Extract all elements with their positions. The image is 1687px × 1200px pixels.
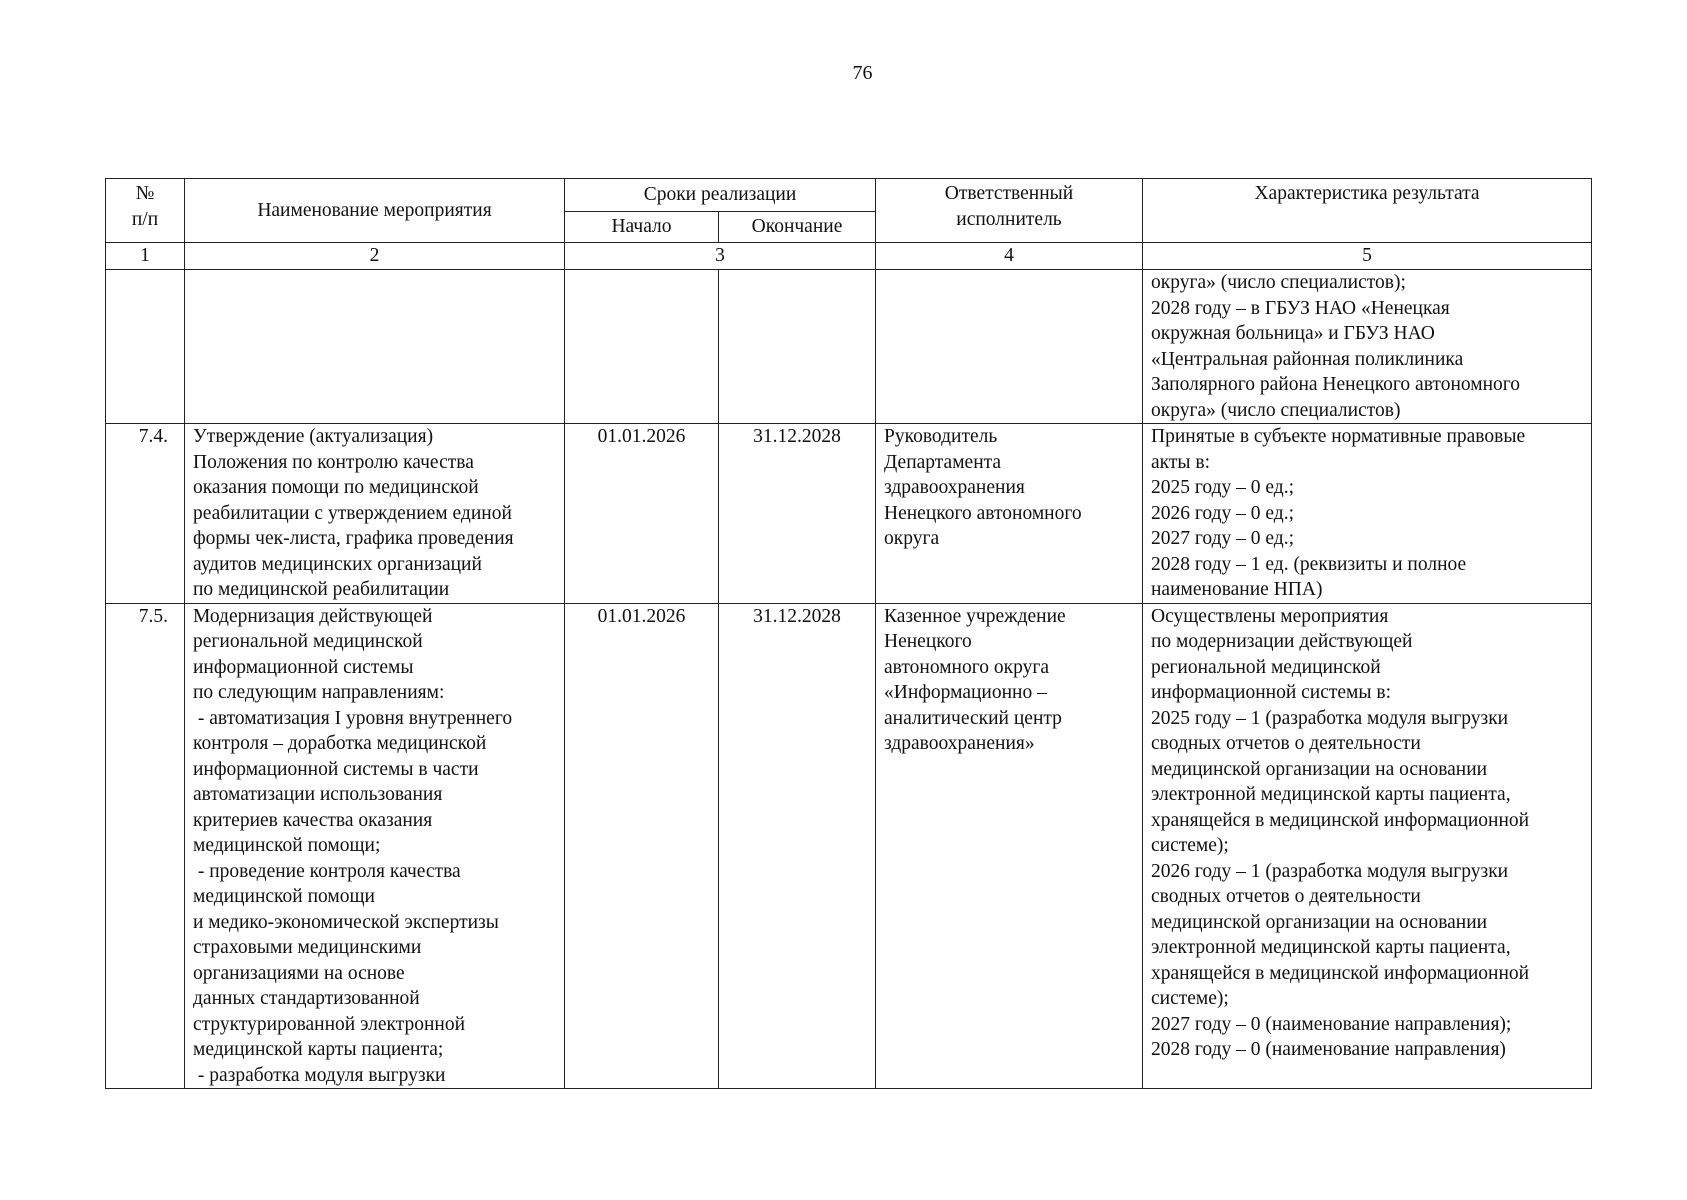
text-line: автоматизации использования [193, 784, 443, 805]
text-line: «Информационно – [884, 682, 1047, 703]
text-line: окружная больница» и ГБУЗ НАО [1151, 323, 1435, 344]
text-line: округа» (число специалистов); [1151, 272, 1406, 293]
text-line: округа [884, 528, 940, 549]
start-date [565, 270, 719, 424]
text-line: информационной системы в: [1151, 682, 1391, 703]
column-number: 3 [565, 243, 876, 270]
text-line: 2026 году – 1 (разработка модуля выгрузки [1151, 860, 1509, 882]
text-line: критериев качества оказания [193, 809, 433, 831]
text-line: аудитов медицинских организаций [193, 553, 482, 575]
text-line: 2028 году – в ГБУЗ НАО «Ненецкая [1151, 297, 1450, 319]
text-line: автономного округа [884, 656, 1049, 678]
text-line: 2028 году – 1 ед. (реквизиты и полное [1151, 553, 1467, 575]
start-date: 01.01.2026 [565, 424, 719, 604]
result-description [1143, 270, 1592, 424]
header-row-1 [106, 179, 1592, 212]
text-line: - автоматизация I уровня внутреннего [193, 707, 513, 729]
header-result: Характеристика результата [1143, 179, 1592, 243]
text-line: хранящейся в медицинской информационной [1151, 962, 1530, 984]
text-line: медицинской организации на основании [1151, 758, 1488, 780]
text-line: - разработка модуля выгрузки [193, 1064, 446, 1086]
text-line: «Центральная районная поликлиника [1151, 348, 1464, 370]
table-row [106, 603, 1592, 1089]
column-number: 2 [185, 243, 565, 270]
text-line: сводных отчетов о деятельности [1151, 886, 1421, 907]
end-date: 31.12.2028 [719, 424, 876, 604]
text-line: хранящейся в медицинской информационной [1151, 809, 1530, 831]
text-line: информационной системы в части [193, 758, 479, 780]
end-date: 31.12.2028 [719, 603, 876, 1089]
text-line: округа» (число специалистов) [1151, 399, 1401, 421]
header-responsible: Ответственный исполнитель [876, 179, 1143, 243]
header-end: Окончание [719, 212, 876, 243]
column-number: 1 [106, 243, 185, 270]
text-line: реабилитации с утверждением единой [193, 502, 512, 524]
text-line: структурированной электронной [193, 1013, 466, 1035]
page-number: 76 [852, 62, 873, 84]
text-line: акты в: [1151, 451, 1210, 473]
table-row [106, 424, 1592, 604]
text-line: формы чек-листа, графика проведения [193, 528, 514, 549]
text-line: электронной медицинской карты пациента, [1151, 784, 1511, 805]
activity-name [185, 603, 565, 1089]
header-period: Сроки реализации [565, 179, 876, 212]
text-line: региональной медицинской [193, 631, 423, 652]
text-line: страховыми медицинскими [193, 937, 422, 958]
text-line: медицинской помощи; [193, 835, 381, 856]
text-line: - проведение контроля качества [193, 860, 461, 882]
text-line: Модернизация действующей [193, 605, 433, 627]
text-line: Утверждение (актуализация) [193, 426, 434, 447]
column-numbers-row [106, 243, 1592, 270]
text-line: медицинской помощи [193, 886, 375, 907]
header-start: Начало [565, 212, 719, 243]
text-line: электронной медицинской карты пациента, [1151, 937, 1511, 958]
text-line: медицинской карты пациента; [193, 1039, 444, 1060]
row-number [106, 270, 185, 424]
column-number: 5 [1143, 243, 1592, 270]
text-line: Принятые в субъекте нормативные правовые [1151, 426, 1526, 447]
header-activity-name: Наименование мероприятия [185, 179, 565, 243]
text-line: по медицинской реабилитации [193, 579, 450, 600]
end-date [719, 270, 876, 424]
text-line: Заполярного района Ненецкого автономного [1151, 374, 1521, 395]
text-line: Осуществлены мероприятия [1151, 605, 1389, 627]
header-num: № п/п [106, 179, 185, 243]
text-line: здравоохранения [884, 477, 1025, 498]
table-row [106, 270, 1592, 424]
activity-name [185, 424, 565, 604]
text-line: системе); [1151, 835, 1229, 856]
text-line: оказания помощи по медицинской [193, 477, 479, 498]
text-line: Ненецкого автономного [884, 502, 1082, 524]
text-line: информационной системы [193, 656, 414, 678]
text-line: 2025 году – 0 ед.; [1151, 477, 1294, 498]
text-line: контроля – доработка медицинской [193, 733, 487, 754]
text-line: Руководитель [884, 426, 998, 447]
text-line: Ненецкого [884, 631, 972, 652]
start-date: 01.01.2026 [565, 603, 719, 1089]
text-line: и медико-экономической экспертизы [193, 911, 499, 933]
text-line: 2027 году – 0 ед.; [1151, 528, 1294, 549]
text-line: Департамента [884, 451, 1002, 473]
text-line: 2028 году – 0 (наименование направления) [1151, 1039, 1506, 1060]
text-line: 2027 году – 0 (наименование направления); [1151, 1013, 1512, 1035]
text-line: по следующим направлениям: [193, 682, 445, 703]
text-line: здравоохранения» [884, 733, 1035, 754]
activities-table [105, 178, 1592, 1089]
text-line: 2026 году – 0 ед.; [1151, 502, 1294, 524]
text-line: сводных отчетов о деятельности [1151, 733, 1421, 754]
text-line: медицинской организации на основании [1151, 911, 1488, 933]
text-line: Казенное учреждение [884, 605, 1066, 627]
text-line: организациями на основе [193, 962, 405, 984]
text-line: аналитический центр [884, 707, 1062, 729]
column-number: 4 [876, 243, 1143, 270]
responsible-executor [876, 603, 1143, 1089]
activity-name [185, 270, 565, 424]
text-line: Положения по контролю качества [193, 451, 474, 473]
text-line: региональной медицинской [1151, 656, 1381, 678]
text-line: данных стандартизованной [193, 988, 420, 1009]
text-line: системе); [1151, 988, 1229, 1009]
text-line: 2025 году – 1 (разработка модуля выгрузки [1151, 707, 1509, 729]
result-description [1143, 603, 1592, 1089]
row-number: 7.4. [106, 424, 185, 604]
row-number: 7.5. [106, 603, 185, 1089]
text-line: наименование НПА) [1151, 579, 1323, 600]
responsible-executor [876, 424, 1143, 604]
responsible-executor [876, 270, 1143, 424]
text-line: по модернизации действующей [1151, 631, 1413, 652]
result-description [1143, 424, 1592, 604]
